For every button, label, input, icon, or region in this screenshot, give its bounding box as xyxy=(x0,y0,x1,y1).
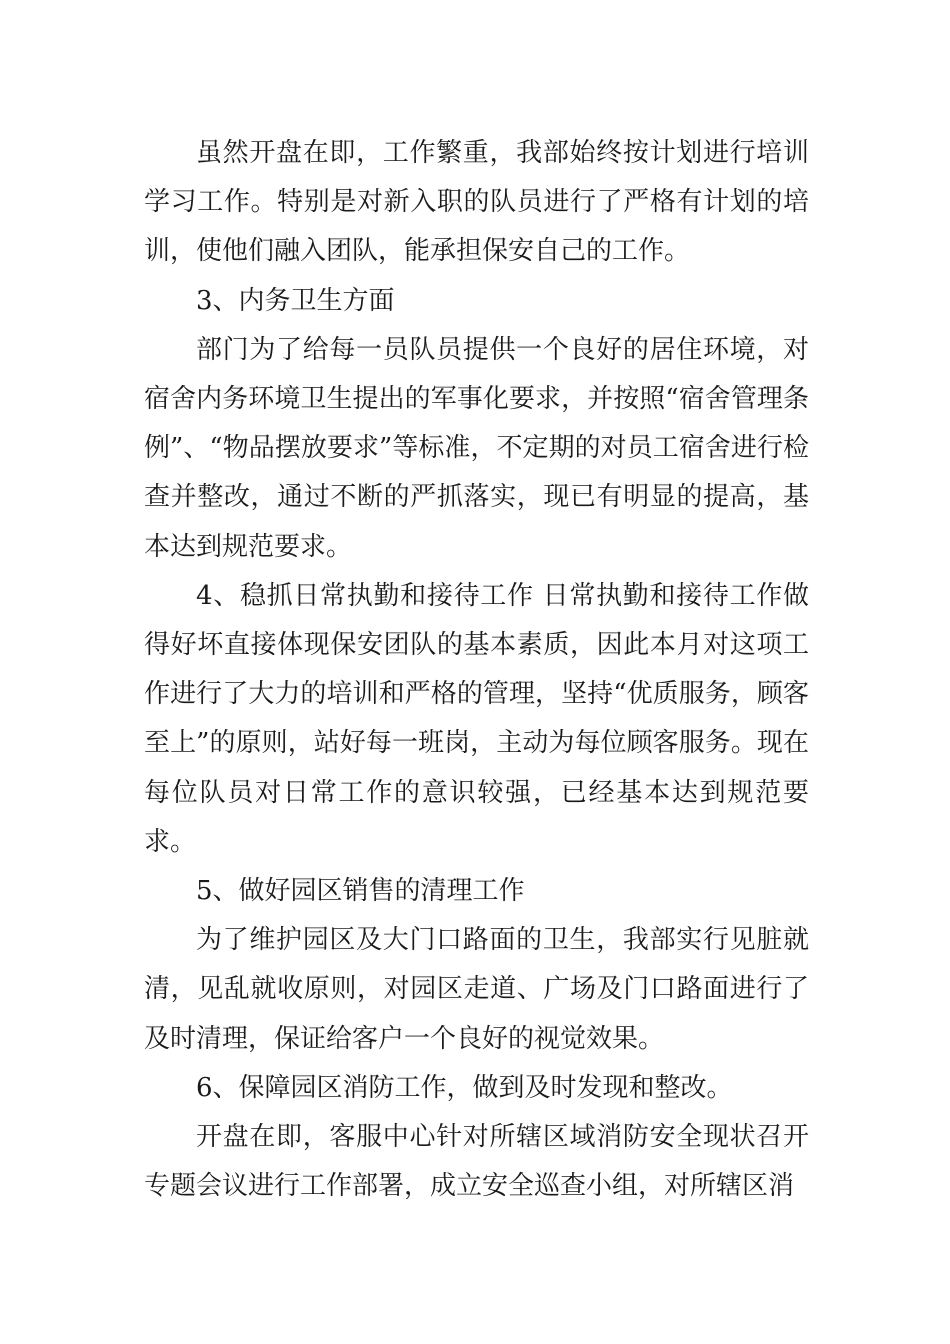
paragraph-housekeeping: 部门为了给每一员队员提供一个良好的居住环境，对宿舍内务环境卫生提出的军事化要求，并按照“宿舍管理条例”、“物品摆放要求”等标准，不定期的对员工宿舍进行检查并整改，通过不断的严抓落实，现已有明显的提高，基本达到规范要求。 xyxy=(144,334,809,562)
paragraph-fire-safety: 开盘在即，客服中心针对所辖区域消防安全现状召开专题会议进行工作部署，成立安全巡查小组，对所辖区消 xyxy=(144,1122,809,1202)
heading-housekeeping: 3、内务卫生方面 xyxy=(196,285,395,316)
heading-cleanup: 5、做好园区销售的清理工作 xyxy=(196,876,525,907)
paragraph-duty-reception: 4、稳抓日常执勤和接待工作 日常执勤和接待工作做得好坏直接体现保安团队的基本素质，因此本月对这项工作进行了大力的培训和严格的管理，坚持“优质服务，顾客至上”的原则，站好每一班岗，主动为每位顾客服务。现在每位队员对日常工作的意识较强，已经基本达到规范要求。 xyxy=(144,580,809,857)
paragraph-cleanup: 为了维护园区及大门口路面的卫生，我部实行见脏就清，见乱就收原则，对园区走道、广场及门口路面进行了及时清理，保证给客户一个良好的视觉效果。 xyxy=(144,925,809,1054)
paragraph-training: 虽然开盘在即，工作繁重，我部始终按计划进行培训学习工作。特别是对新入职的队员进行了严格有计划的培训，使他们融入团队，能承担保安自己的工作。 xyxy=(144,138,809,267)
heading-fire-safety: 6、保障园区消防工作，做到及时发现和整改。 xyxy=(196,1072,733,1103)
document-body xyxy=(144,129,809,1211)
